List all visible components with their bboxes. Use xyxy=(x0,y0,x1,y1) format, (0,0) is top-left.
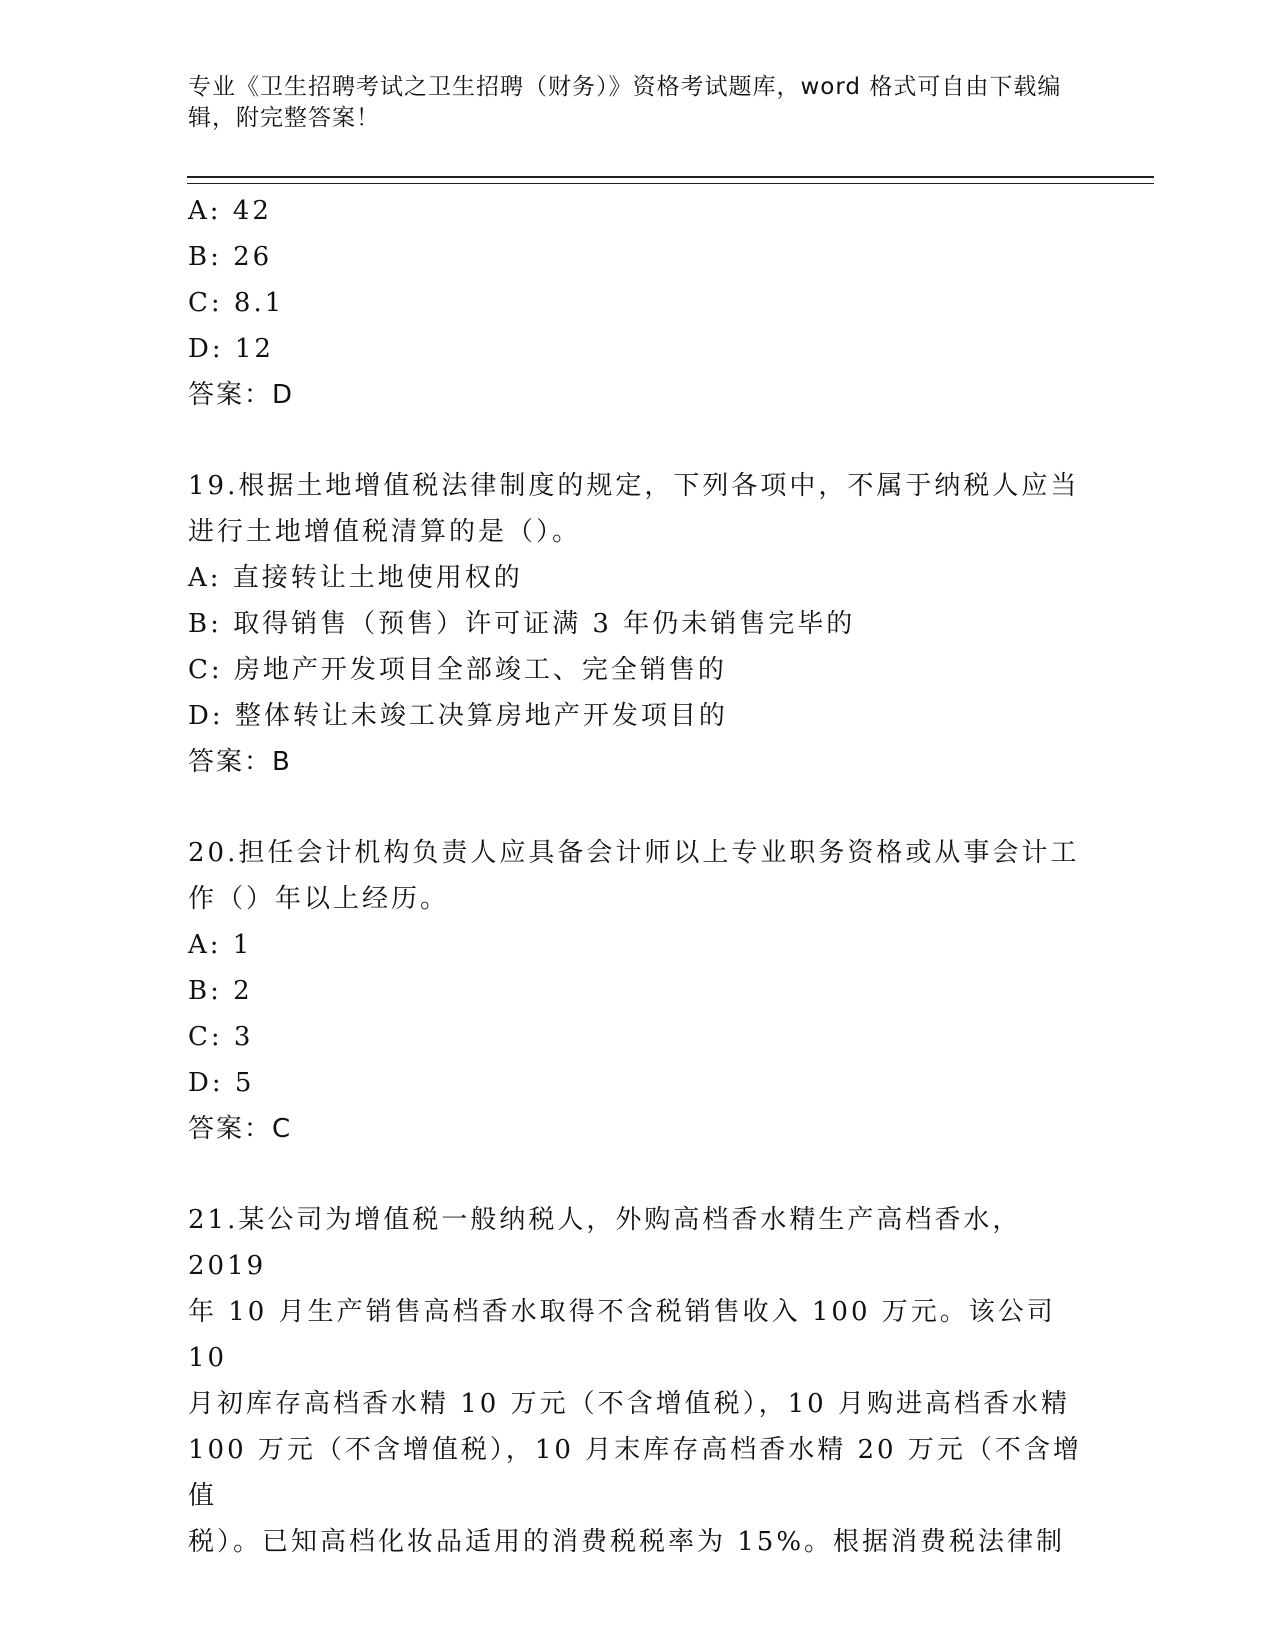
option-d: D: 5 xyxy=(188,1068,255,1098)
page-header-text: 专业《卫生招聘考试之卫生招聘（财务）》资格考试题库，word 格式可自由下载编辑，附完整答案！ xyxy=(188,74,1062,131)
option-d: D: 整体转让未竣工决算房地产开发项目的 xyxy=(188,701,728,731)
question-21-block xyxy=(188,1197,1088,1565)
question-content xyxy=(188,188,1088,1565)
option-c: C: 房地产开发项目全部竣工、完全销售的 xyxy=(188,655,727,685)
answer-label: 答案：D xyxy=(188,380,295,410)
answer-label: 答案：B xyxy=(188,747,292,777)
option-d: D: 12 xyxy=(188,334,274,364)
option-c: C: 8.1 xyxy=(188,288,285,318)
answer-label: 答案：C xyxy=(188,1114,293,1144)
spacer xyxy=(188,418,1088,463)
question-21-text: 21.某公司为增值税一般纳税人，外购高档香水精生产高档香水，2019 年 10 月生产销售高档香水取得不含税销售收入 100 万元。该公司 10 月初库存高档香水精 10 万元（不含增值税），10 月购进高档香水精 100 万元（不含增值税），10 月末库存高档香水精 20 万元（不含增值 税）。已知高档化妆品适用的消费税税率为 15%。根据消费税法律制 xyxy=(188,1205,1082,1557)
option-b: B: 2 xyxy=(188,976,253,1006)
spacer xyxy=(188,785,1088,830)
spacer xyxy=(188,1152,1088,1197)
previous-question-block xyxy=(188,188,1088,418)
option-b: B: 26 xyxy=(188,242,273,272)
option-b: B: 取得销售（预售）许可证满 3 年仍未销售完毕的 xyxy=(188,609,856,639)
question-20-text: 20.担任会计机构负责人应具备会计师以上专业职务资格或从事会计工 作（）年以上经历。 xyxy=(188,838,1080,914)
option-a: A: 1 xyxy=(188,930,253,960)
question-20-block xyxy=(188,830,1088,1152)
option-c: C: 3 xyxy=(188,1022,254,1052)
header-divider xyxy=(187,176,1154,184)
question-19-block xyxy=(188,463,1088,785)
option-a: A: 直接转让土地使用权的 xyxy=(188,563,523,593)
question-19-text: 19.根据土地增值税法律制度的规定，下列各项中，不属于纳税人应当 进行土地增值税清算的是（）。 xyxy=(188,471,1080,547)
option-a: A: 42 xyxy=(188,196,272,226)
